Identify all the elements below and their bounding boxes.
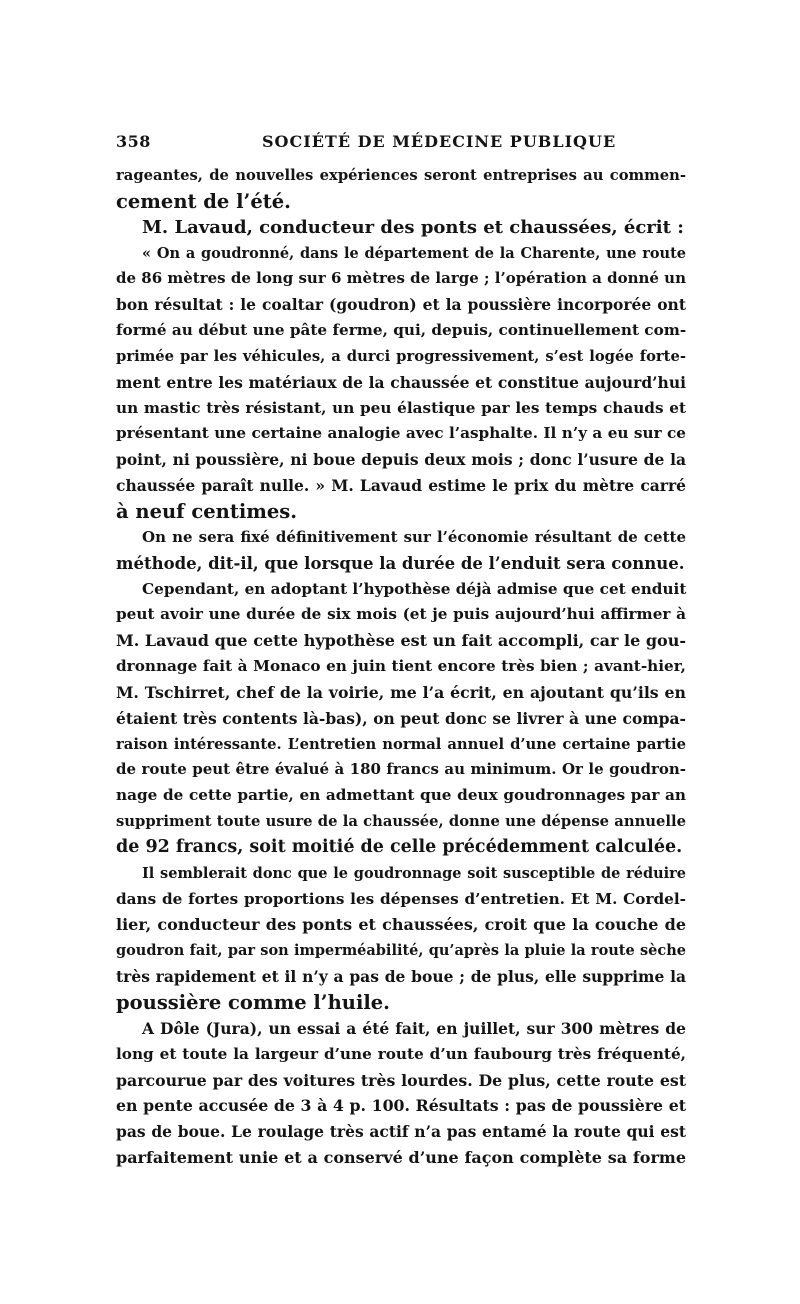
text-line: formé au début une pâte ferme, qui, depuis, continuellement com- <box>116 321 687 340</box>
text-line: rageantes, de nouvelles expériences seront entreprises au commen- <box>116 167 686 184</box>
text-line: ment entre les matériaux de la chaussée et constitue aujourd’hui <box>116 372 686 392</box>
text-line: peut avoir une durée de six mois (et je puis aujourd’hui affirmer à <box>116 605 686 624</box>
text-line: méthode, dit-il, que lorsque la durée de l’enduit sera connue. <box>116 553 685 573</box>
text-line: bon résultat : le coaltar (goudron) et la poussière incorporée ont <box>116 295 686 315</box>
text-line: primée par les véhicules, a durci progressivement, s’est logée forte- <box>116 347 686 365</box>
page-header <box>116 132 686 156</box>
page-number: 358 <box>116 132 151 151</box>
text-line: suppriment toute usure de la chaussée, donne une dépense annuelle <box>116 813 686 831</box>
text-line: lier, conducteur des ponts et chaussées, croit que la couche de <box>116 915 686 935</box>
text-line: parcourue par des voitures très lourdes. De plus, cette route est <box>116 1070 686 1090</box>
text-line: pas de boue. Le roulage très actif n’a pas entamé la route qui est <box>116 1122 686 1142</box>
text-line: dans de fortes proportions les dépenses d’entretien. Et M. Cordel- <box>116 889 686 908</box>
text-line: présentant une certaine analogie avec l’asphalte. Il n’y a eu sur ce <box>116 424 686 443</box>
text-line: de 92 francs, soit moitié de celle précédemment calculée. <box>116 836 683 857</box>
text-line: Cependant, en adoptant l’hypothèse déjà admise que cet enduit <box>142 579 687 598</box>
text-line: un mastic très résistant, un peu élastique par les temps chauds et <box>116 398 686 417</box>
text-line: point, ni poussière, ni boue depuis deux mois ; donc l’usure de la <box>116 450 686 470</box>
text-line: Il semblerait donc que le goudronnage soit susceptible de réduire <box>142 864 686 882</box>
body-text <box>116 163 686 1171</box>
text-line: long et toute la largeur d’une route d’un faubourg très fréquenté, <box>116 1044 686 1063</box>
running-title: SOCIÉTÉ DE MÉDECINE PUBLIQUE <box>262 132 617 151</box>
text-line: « On a goudronné, dans le département de la Charente, une route <box>142 244 686 262</box>
text-line: poussière comme l’huile. <box>116 991 390 1014</box>
text-line: dronnage fait à Monaco en juin tient encore très bien ; avant-hier, <box>116 657 686 676</box>
text-line: M. Tschirret, chef de la voirie, me l’a écrit, en ajoutant qu’ils en <box>116 682 686 702</box>
text-line: M. Lavaud que cette hypothèse est un fait accompli, car le gou- <box>116 631 686 651</box>
text-line: On ne sera fixé définitivement sur l’économie résultant de cette <box>142 527 686 546</box>
text-line: très rapidement et il n’y a pas de boue ; de plus, elle supprime la <box>116 967 686 987</box>
text-line: M. Lavaud, conducteur des ponts et chaussées, écrit : <box>142 216 684 238</box>
text-line: chaussée paraît nulle. » M. Lavaud estime le prix du mètre carré <box>116 476 686 496</box>
text-line: cement de l’été. <box>116 189 291 213</box>
text-line: goudron fait, par son imperméabilité, qu’après la pluie la route sèche <box>116 942 686 960</box>
text-line: parfaitement unie et a conservé d’une façon complète sa forme <box>116 1148 686 1168</box>
text-line: de 86 mètres de long sur 6 mètres de large ; l’opération a donné un <box>116 269 686 288</box>
text-line: raison intéressante. L’entretien normal annuel d’une certaine partie <box>116 735 686 753</box>
text-line: à neuf centimes. <box>116 499 298 523</box>
text-line: nage de cette partie, en admettant que deux goudronnages par an <box>116 786 686 805</box>
text-line: de route peut être évalué à 180 francs au minimum. Or le goudron- <box>116 760 686 779</box>
text-line: en pente accusée de 3 à 4 p. 100. Résultats : pas de poussière et <box>116 1096 686 1116</box>
text-line: A Dôle (Jura), un essai a été fait, en juillet, sur 300 mètres de <box>142 1018 686 1038</box>
text-line: étaient très contents là-bas), on peut donc se livrer à une compa- <box>116 708 686 728</box>
